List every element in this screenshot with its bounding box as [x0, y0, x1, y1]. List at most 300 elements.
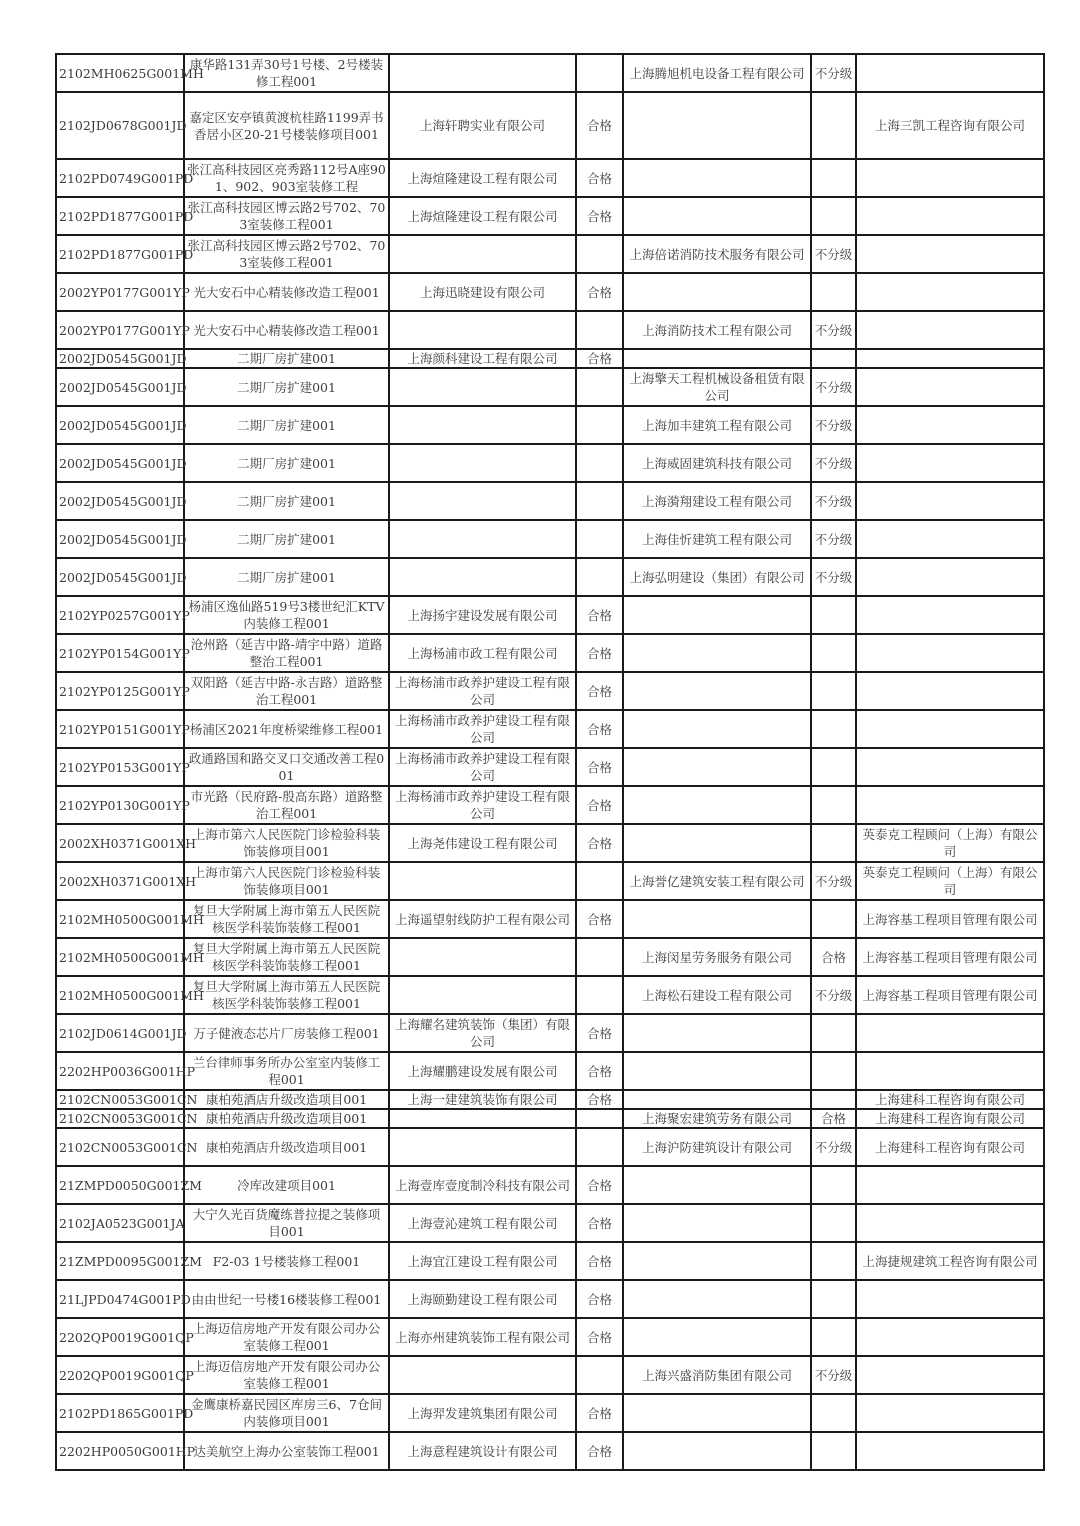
- project-code-cell: 2102MH0500G001MH: [56, 900, 184, 938]
- subcontractor-cell: [623, 1166, 811, 1204]
- supervisor-cell: [856, 273, 1044, 311]
- subcontractor-cell: [623, 634, 811, 672]
- subcontractor-cell: 上海腾旭机电设备工程有限公司: [623, 54, 811, 92]
- supervisor-cell: 上海容基工程项目管理有限公司: [856, 938, 1044, 976]
- supervisor-cell: [856, 672, 1044, 710]
- subcontractor-rating-cell: 不分级: [811, 558, 856, 596]
- contractor-rating-cell: 合格: [576, 710, 623, 748]
- supervisor-cell: [856, 1432, 1044, 1470]
- contractor-rating-cell: [576, 938, 623, 976]
- table-row: [56, 1318, 1044, 1356]
- contractor-rating-cell: 合格: [576, 1394, 623, 1432]
- table-row: [56, 1014, 1044, 1052]
- contractor-cell: 上海意程建筑设计有限公司: [389, 1432, 576, 1470]
- supervisor-cell: [856, 1204, 1044, 1242]
- subcontractor-cell: [623, 900, 811, 938]
- contractor-cell: [389, 1128, 576, 1166]
- project-code-cell: 2102YP0151G001YP: [56, 710, 184, 748]
- subcontractor-rating-cell: 不分级: [811, 235, 856, 273]
- contractor-cell: [389, 54, 576, 92]
- subcontractor-rating-cell: [811, 1166, 856, 1204]
- subcontractor-cell: 上海漪翔建设工程有限公司: [623, 482, 811, 520]
- supervisor-cell: 上海容基工程项目管理有限公司: [856, 900, 1044, 938]
- contractor-cell: 上海宜江建设工程有限公司: [389, 1242, 576, 1280]
- project-name-cell: 冷库改建项目001: [184, 1166, 389, 1204]
- subcontractor-rating-cell: 不分级: [811, 976, 856, 1014]
- subcontractor-cell: [623, 748, 811, 786]
- contractor-cell: 上海杨浦市政养护建设工程有限公司: [389, 672, 576, 710]
- subcontractor-cell: [623, 596, 811, 634]
- supervisor-cell: 上海建科工程咨询有限公司: [856, 1090, 1044, 1109]
- project-name-cell: 上海迈信房地产开发有限公司办公室装修工程001: [184, 1318, 389, 1356]
- table-row: [56, 1280, 1044, 1318]
- project-name-cell: 二期厂房扩建001: [184, 558, 389, 596]
- contractor-rating-cell: 合格: [576, 634, 623, 672]
- subcontractor-rating-cell: [811, 748, 856, 786]
- project-code-cell: 2102YP0130G001YP: [56, 786, 184, 824]
- contractor-rating-cell: 合格: [576, 1166, 623, 1204]
- table-row: [56, 1052, 1044, 1090]
- contractor-rating-cell: 合格: [576, 1204, 623, 1242]
- contractor-cell: [389, 406, 576, 444]
- project-name-cell: 张江高科技园区博云路2号702、703室装修工程001: [184, 197, 389, 235]
- contractor-rating-cell: [576, 976, 623, 1014]
- project-code-cell: 2202QP0019G001QP: [56, 1356, 184, 1394]
- contractor-cell: 上海壹沁建筑工程有限公司: [389, 1204, 576, 1242]
- table-row: [56, 786, 1044, 824]
- contractor-rating-cell: 合格: [576, 1014, 623, 1052]
- supervisor-cell: [856, 710, 1044, 748]
- project-code-cell: 2002YP0177G001YP: [56, 311, 184, 349]
- subcontractor-rating-cell: [811, 1394, 856, 1432]
- subcontractor-cell: [623, 1242, 811, 1280]
- contractor-cell: [389, 862, 576, 900]
- contractor-rating-cell: [576, 1356, 623, 1394]
- contractor-cell: 上海尧伟建设工程有限公司: [389, 824, 576, 862]
- project-name-cell: 康柏苑酒店升级改造项目001: [184, 1090, 389, 1109]
- subcontractor-rating-cell: [811, 710, 856, 748]
- project-name-cell: 杨浦区逸仙路519号3楼世纪汇KTV内装修工程001: [184, 596, 389, 634]
- project-code-cell: 2002XH0371G001XH: [56, 862, 184, 900]
- contractor-cell: [389, 235, 576, 273]
- project-code-cell: 2002XH0371G001XH: [56, 824, 184, 862]
- subcontractor-rating-cell: [811, 92, 856, 159]
- supervisor-cell: 上海建科工程咨询有限公司: [856, 1109, 1044, 1128]
- project-code-cell: 2102CN0053G001CN: [56, 1128, 184, 1166]
- contractor-rating-cell: 合格: [576, 159, 623, 197]
- contractor-rating-cell: [576, 482, 623, 520]
- subcontractor-rating-cell: 合格: [811, 938, 856, 976]
- subcontractor-cell: 上海聚宏建筑劳务有限公司: [623, 1109, 811, 1128]
- contractor-cell: 上海颜科建设工程有限公司: [389, 349, 576, 368]
- contractor-cell: 上海羿发建筑集团有限公司: [389, 1394, 576, 1432]
- project-code-cell: 2002JD0545G001JD: [56, 368, 184, 406]
- project-code-cell: 2002JD0545G001JD: [56, 406, 184, 444]
- subcontractor-rating-cell: [811, 824, 856, 862]
- subcontractor-rating-cell: [811, 349, 856, 368]
- contractor-cell: [389, 976, 576, 1014]
- project-code-cell: 2102YP0154G001YP: [56, 634, 184, 672]
- subcontractor-cell: [623, 672, 811, 710]
- subcontractor-rating-cell: [811, 1318, 856, 1356]
- table-row: [56, 1204, 1044, 1242]
- contractor-cell: 上海一建建筑装饰有限公司: [389, 1090, 576, 1109]
- subcontractor-cell: 上海弘明建设（集团）有限公司: [623, 558, 811, 596]
- table-row: [56, 311, 1044, 349]
- supervisor-cell: 英泰克工程顾问（上海）有限公司: [856, 824, 1044, 862]
- contractor-cell: 上海轩聘实业有限公司: [389, 92, 576, 159]
- contractor-rating-cell: [576, 1109, 623, 1128]
- project-code-cell: 21ZMPD0095G001ZM: [56, 1242, 184, 1280]
- project-code-cell: 2102YP0153G001YP: [56, 748, 184, 786]
- contractor-rating-cell: [576, 235, 623, 273]
- subcontractor-cell: 上海擎天工程机械设备租赁有限公司: [623, 368, 811, 406]
- project-name-cell: 张江高科技园区亮秀路112号A座901、902、903室装修工程: [184, 159, 389, 197]
- project-code-cell: 2002JD0545G001JD: [56, 558, 184, 596]
- contractor-cell: [389, 1109, 576, 1128]
- project-name-cell: 达美航空上海办公室装饰工程001: [184, 1432, 389, 1470]
- table-row: [56, 1109, 1044, 1128]
- supervisor-cell: [856, 1394, 1044, 1432]
- project-name-cell: 市光路（民府路-殷高东路）道路整治工程001: [184, 786, 389, 824]
- project-code-cell: 2102YP0125G001YP: [56, 672, 184, 710]
- subcontractor-cell: [623, 1394, 811, 1432]
- subcontractor-cell: 上海闵星劳务服务有限公司: [623, 938, 811, 976]
- subcontractor-cell: [623, 786, 811, 824]
- project-name-cell: 上海市第六人民医院门诊检验科装饰装修项目001: [184, 862, 389, 900]
- table-row: [56, 824, 1044, 862]
- table-row: [56, 976, 1044, 1014]
- contractor-rating-cell: [576, 406, 623, 444]
- subcontractor-cell: [623, 92, 811, 159]
- table-row: [56, 92, 1044, 159]
- subcontractor-cell: [623, 349, 811, 368]
- project-code-cell: 2102JA0523G001JA: [56, 1204, 184, 1242]
- supervisor-cell: 上海三凯工程咨询有限公司: [856, 92, 1044, 159]
- project-code-cell: 2102MH0500G001MH: [56, 938, 184, 976]
- project-code-cell: 2102PD1877G001PD: [56, 197, 184, 235]
- contractor-rating-cell: [576, 1128, 623, 1166]
- project-name-cell: F2-03 1号楼装修工程001: [184, 1242, 389, 1280]
- contractor-cell: 上海杨浦市政养护建设工程有限公司: [389, 786, 576, 824]
- supervisor-cell: [856, 1356, 1044, 1394]
- supervisor-cell: [856, 786, 1044, 824]
- table-row: [56, 159, 1044, 197]
- project-name-cell: 万子健液态芯片厂房装修工程001: [184, 1014, 389, 1052]
- contractor-rating-cell: 合格: [576, 786, 623, 824]
- subcontractor-rating-cell: [811, 273, 856, 311]
- project-code-cell: 2102PD1877G001PD: [56, 235, 184, 273]
- supervisor-cell: [856, 368, 1044, 406]
- contractor-cell: 上海扬宇建设发展有限公司: [389, 596, 576, 634]
- contractor-cell: [389, 520, 576, 558]
- subcontractor-rating-cell: 不分级: [811, 482, 856, 520]
- subcontractor-rating-cell: 不分级: [811, 862, 856, 900]
- table-row: [56, 938, 1044, 976]
- project-name-cell: 兰台律师事务所办公室室内装修工程001: [184, 1052, 389, 1090]
- project-name-cell: 嘉定区安亭镇黄渡杭桂路1199弄书香居小区20-21号楼装修项目001: [184, 92, 389, 159]
- contractor-cell: [389, 1356, 576, 1394]
- subcontractor-cell: 上海兴盛消防集团有限公司: [623, 1356, 811, 1394]
- project-code-cell: 2202QP0019G001QP: [56, 1318, 184, 1356]
- contractor-rating-cell: 合格: [576, 1090, 623, 1109]
- table-row: [56, 1166, 1044, 1204]
- project-name-cell: 沧州路（延吉中路-靖宇中路）道路整治工程001: [184, 634, 389, 672]
- project-code-cell: 2202HP0036G001HP: [56, 1052, 184, 1090]
- contractor-rating-cell: [576, 862, 623, 900]
- table-row: [56, 558, 1044, 596]
- project-name-cell: 由由世纪一号楼16楼装修工程001: [184, 1280, 389, 1318]
- supervisor-cell: [856, 1052, 1044, 1090]
- project-code-cell: 2002JD0545G001JD: [56, 349, 184, 368]
- subcontractor-rating-cell: [811, 1090, 856, 1109]
- supervisor-cell: [856, 558, 1044, 596]
- contractor-rating-cell: [576, 520, 623, 558]
- project-code-cell: 2102JD0678G001JD: [56, 92, 184, 159]
- contractor-cell: 上海壹库壹度制冷科技有限公司: [389, 1166, 576, 1204]
- subcontractor-rating-cell: 不分级: [811, 1356, 856, 1394]
- table-row: [56, 197, 1044, 235]
- supervisor-cell: [856, 596, 1044, 634]
- subcontractor-rating-cell: [811, 786, 856, 824]
- project-name-cell: 二期厂房扩建001: [184, 520, 389, 558]
- contractor-rating-cell: [576, 444, 623, 482]
- supervisor-cell: [856, 1014, 1044, 1052]
- project-name-cell: 康柏苑酒店升级改造项目001: [184, 1109, 389, 1128]
- subcontractor-rating-cell: [811, 634, 856, 672]
- supervisor-cell: [856, 1280, 1044, 1318]
- subcontractor-rating-cell: [811, 1014, 856, 1052]
- project-name-cell: 上海迈信房地产开发有限公司办公室装修工程001: [184, 1356, 389, 1394]
- table-row: [56, 748, 1044, 786]
- subcontractor-rating-cell: [811, 1280, 856, 1318]
- contractor-cell: 上海耀鹏建设发展有限公司: [389, 1052, 576, 1090]
- contractor-rating-cell: [576, 558, 623, 596]
- supervisor-cell: [856, 54, 1044, 92]
- supervisor-cell: 上海捷规建筑工程咨询有限公司: [856, 1242, 1044, 1280]
- subcontractor-rating-cell: 不分级: [811, 444, 856, 482]
- subcontractor-cell: [623, 1432, 811, 1470]
- project-code-cell: 2102CN0053G001CN: [56, 1090, 184, 1109]
- contractor-cell: 上海煊隆建设工程有限公司: [389, 197, 576, 235]
- subcontractor-cell: [623, 1052, 811, 1090]
- table-row: [56, 273, 1044, 311]
- table-row: [56, 1242, 1044, 1280]
- supervisor-cell: [856, 406, 1044, 444]
- supervisor-cell: 上海容基工程项目管理有限公司: [856, 976, 1044, 1014]
- supervisor-cell: [856, 634, 1044, 672]
- subcontractor-rating-cell: [811, 197, 856, 235]
- project-name-cell: 大宁久光百货魔练普拉提之装修项目001: [184, 1204, 389, 1242]
- supervisor-cell: [856, 311, 1044, 349]
- project-name-cell: 复旦大学附属上海市第五人民医院核医学科装饰装修工程001: [184, 900, 389, 938]
- subcontractor-cell: [623, 710, 811, 748]
- contractor-rating-cell: [576, 54, 623, 92]
- project-code-cell: 2002JD0545G001JD: [56, 482, 184, 520]
- project-code-cell: 2102CN0053G001CN: [56, 1109, 184, 1128]
- supervisor-cell: 上海建科工程咨询有限公司: [856, 1128, 1044, 1166]
- supervisor-cell: 英泰克工程顾问（上海）有限公司: [856, 862, 1044, 900]
- project-name-cell: 二期厂房扩建001: [184, 444, 389, 482]
- contractor-rating-cell: [576, 368, 623, 406]
- table-row: [56, 235, 1044, 273]
- contractor-cell: 上海杨浦市政工程有限公司: [389, 634, 576, 672]
- subcontractor-rating-cell: 不分级: [811, 311, 856, 349]
- subcontractor-cell: 上海消防技术工程有限公司: [623, 311, 811, 349]
- table-row: [56, 1090, 1044, 1109]
- contractor-rating-cell: 合格: [576, 273, 623, 311]
- project-name-cell: 双阳路（延吉中路-永吉路）道路整治工程001: [184, 672, 389, 710]
- subcontractor-cell: 上海沪防建筑设计有限公司: [623, 1128, 811, 1166]
- project-name-cell: 杨浦区2021年度桥梁维修工程001: [184, 710, 389, 748]
- project-code-cell: 2102PD0749G001PD: [56, 159, 184, 197]
- contractor-cell: 上海遥望射线防护工程有限公司: [389, 900, 576, 938]
- contractor-cell: 上海杨浦市政养护建设工程有限公司: [389, 748, 576, 786]
- subcontractor-cell: 上海誉亿建筑安装工程有限公司: [623, 862, 811, 900]
- contractor-rating-cell: 合格: [576, 1242, 623, 1280]
- table-row: [56, 54, 1044, 92]
- table-row: [56, 672, 1044, 710]
- contractor-rating-cell: 合格: [576, 824, 623, 862]
- subcontractor-rating-cell: [811, 596, 856, 634]
- qualification-table: [55, 53, 1045, 1471]
- contractor-rating-cell: 合格: [576, 748, 623, 786]
- contractor-cell: 上海颐勤建设工程有限公司: [389, 1280, 576, 1318]
- contractor-cell: [389, 444, 576, 482]
- project-name-cell: 二期厂房扩建001: [184, 368, 389, 406]
- supervisor-cell: [856, 520, 1044, 558]
- project-name-cell: 二期厂房扩建001: [184, 406, 389, 444]
- table-row: [56, 1432, 1044, 1470]
- subcontractor-cell: [623, 1280, 811, 1318]
- subcontractor-cell: [623, 273, 811, 311]
- project-code-cell: 2102JD0614G001JD: [56, 1014, 184, 1052]
- project-name-cell: 光大安石中心精装修改造工程001: [184, 273, 389, 311]
- supervisor-cell: [856, 235, 1044, 273]
- table-row: [56, 520, 1044, 558]
- subcontractor-cell: [623, 1090, 811, 1109]
- subcontractor-rating-cell: 不分级: [811, 368, 856, 406]
- supervisor-cell: [856, 482, 1044, 520]
- subcontractor-rating-cell: [811, 1052, 856, 1090]
- project-name-cell: 张江高科技园区博云路2号702、703室装修工程001: [184, 235, 389, 273]
- supervisor-cell: [856, 197, 1044, 235]
- project-name-cell: 上海市第六人民医院门诊检验科装饰装修项目001: [184, 824, 389, 862]
- table-row: [56, 368, 1044, 406]
- subcontractor-rating-cell: [811, 1242, 856, 1280]
- table-row: [56, 1356, 1044, 1394]
- subcontractor-cell: 上海倍诺消防技术服务有限公司: [623, 235, 811, 273]
- contractor-rating-cell: 合格: [576, 1280, 623, 1318]
- contractor-cell: 上海煊隆建设工程有限公司: [389, 159, 576, 197]
- table-row: [56, 634, 1044, 672]
- subcontractor-cell: [623, 197, 811, 235]
- contractor-cell: [389, 938, 576, 976]
- project-code-cell: 2102PD1865G001PD: [56, 1394, 184, 1432]
- project-code-cell: 2102MH0500G001MH: [56, 976, 184, 1014]
- subcontractor-rating-cell: 不分级: [811, 54, 856, 92]
- subcontractor-cell: [623, 824, 811, 862]
- contractor-cell: 上海迅晓建设有限公司: [389, 273, 576, 311]
- table-row: [56, 862, 1044, 900]
- table-body: [56, 54, 1044, 1470]
- project-name-cell: 复旦大学附属上海市第五人民医院核医学科装饰装修工程001: [184, 938, 389, 976]
- table-row: [56, 482, 1044, 520]
- project-code-cell: 2102YP0257G001YP: [56, 596, 184, 634]
- contractor-rating-cell: 合格: [576, 197, 623, 235]
- project-code-cell: 2202HP0050G001HP: [56, 1432, 184, 1470]
- subcontractor-cell: 上海佳忻建筑工程有限公司: [623, 520, 811, 558]
- subcontractor-rating-cell: 不分级: [811, 406, 856, 444]
- contractor-rating-cell: 合格: [576, 92, 623, 159]
- subcontractor-cell: [623, 1204, 811, 1242]
- project-name-cell: 康柏苑酒店升级改造项目001: [184, 1128, 389, 1166]
- subcontractor-cell: [623, 1014, 811, 1052]
- subcontractor-cell: [623, 159, 811, 197]
- project-code-cell: 2002YP0177G001YP: [56, 273, 184, 311]
- subcontractor-cell: 上海威固建筑科技有限公司: [623, 444, 811, 482]
- project-name-cell: 康华路131弄30号1号楼、2号楼装修工程001: [184, 54, 389, 92]
- subcontractor-rating-cell: [811, 159, 856, 197]
- project-code-cell: 2102MH0625G001MH: [56, 54, 184, 92]
- subcontractor-rating-cell: [811, 672, 856, 710]
- supervisor-cell: [856, 748, 1044, 786]
- contractor-cell: [389, 368, 576, 406]
- project-name-cell: 政通路国和路交叉口交通改善工程001: [184, 748, 389, 786]
- contractor-rating-cell: 合格: [576, 349, 623, 368]
- subcontractor-cell: [623, 1318, 811, 1356]
- subcontractor-cell: 上海加丰建筑工程有限公司: [623, 406, 811, 444]
- supervisor-cell: [856, 349, 1044, 368]
- contractor-cell: 上海耀名建筑装饰（集团）有限公司: [389, 1014, 576, 1052]
- project-code-cell: 2002JD0545G001JD: [56, 520, 184, 558]
- subcontractor-rating-cell: 不分级: [811, 1128, 856, 1166]
- table-row: [56, 1128, 1044, 1166]
- table-row: [56, 1394, 1044, 1432]
- contractor-rating-cell: 合格: [576, 672, 623, 710]
- contractor-cell: 上海杨浦市政养护建设工程有限公司: [389, 710, 576, 748]
- supervisor-cell: [856, 1318, 1044, 1356]
- table-row: [56, 596, 1044, 634]
- contractor-cell: [389, 482, 576, 520]
- project-name-cell: 二期厂房扩建001: [184, 482, 389, 520]
- contractor-cell: [389, 311, 576, 349]
- subcontractor-rating-cell: 不分级: [811, 520, 856, 558]
- project-name-cell: 光大安石中心精装修改造工程001: [184, 311, 389, 349]
- table-row: [56, 349, 1044, 368]
- supervisor-cell: [856, 159, 1044, 197]
- contractor-rating-cell: 合格: [576, 596, 623, 634]
- table-row: [56, 900, 1044, 938]
- project-name-cell: 复旦大学附属上海市第五人民医院核医学科装饰装修工程001: [184, 976, 389, 1014]
- contractor-rating-cell: 合格: [576, 1432, 623, 1470]
- supervisor-cell: [856, 444, 1044, 482]
- project-code-cell: 2002JD0545G001JD: [56, 444, 184, 482]
- contractor-rating-cell: 合格: [576, 1318, 623, 1356]
- contractor-cell: [389, 558, 576, 596]
- table-row: [56, 406, 1044, 444]
- contractor-rating-cell: [576, 311, 623, 349]
- subcontractor-rating-cell: [811, 1204, 856, 1242]
- contractor-cell: 上海亦州建筑装饰工程有限公司: [389, 1318, 576, 1356]
- subcontractor-cell: 上海松石建设工程有限公司: [623, 976, 811, 1014]
- project-code-cell: 21ZMPD0050G001ZM: [56, 1166, 184, 1204]
- supervisor-cell: [856, 1166, 1044, 1204]
- subcontractor-rating-cell: [811, 900, 856, 938]
- project-name-cell: 二期厂房扩建001: [184, 349, 389, 368]
- subcontractor-rating-cell: [811, 1432, 856, 1470]
- contractor-rating-cell: 合格: [576, 900, 623, 938]
